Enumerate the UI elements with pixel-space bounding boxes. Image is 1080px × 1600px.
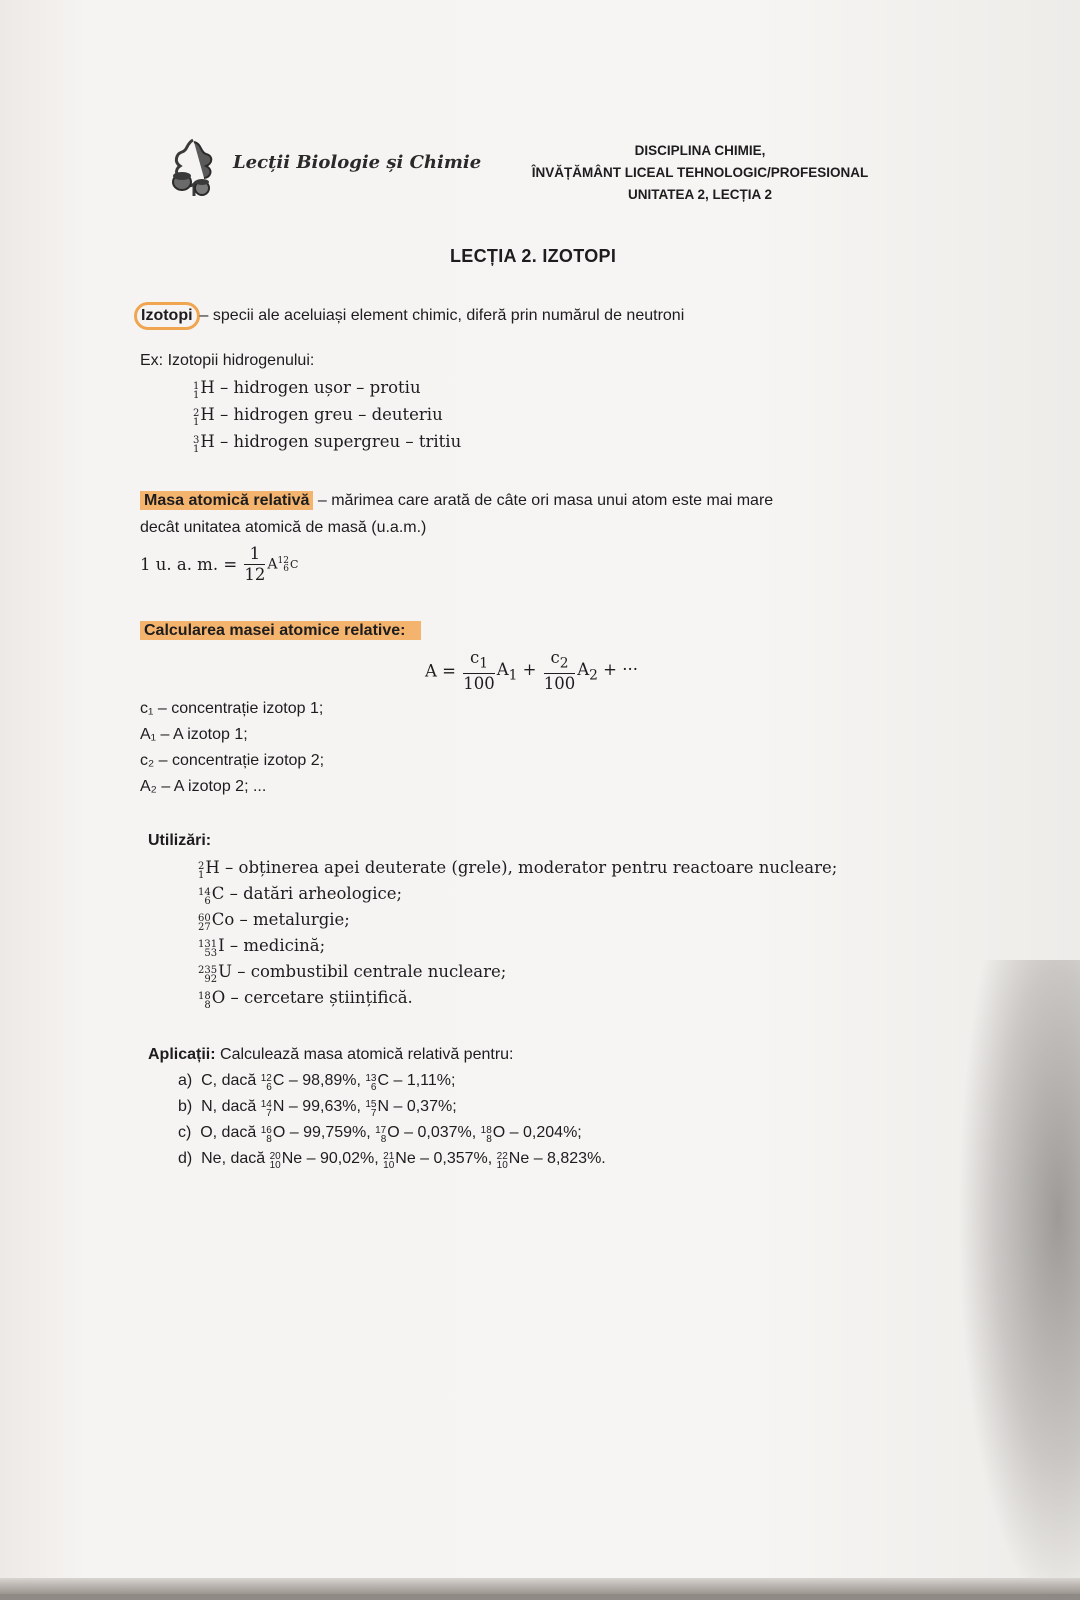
header-info	[505, 140, 895, 206]
hand-shadow	[960, 960, 1080, 1600]
isotope-notation: 1 1	[193, 381, 200, 401]
aplicatie-item-c: c) O, dacă 16 8 O – 99,759%, 17 8 O – 0,037%, 18 8 O – 0,204%;	[178, 1124, 582, 1145]
oak-leaf-icon	[158, 132, 228, 202]
example-row: 3 1 H – hidrogen supergreu – tritiu	[193, 432, 462, 455]
utilizare-item: 18 8 O – cercetare științifică.	[198, 988, 413, 1011]
legend-item: c₂ – concentrație izotop 2;	[140, 752, 325, 769]
utilizare-item: 14 6 C – datări arheologice;	[198, 884, 403, 907]
masa-definition: Masa atomică relativă – mărimea care arată de câte ori masa unui atom este mai mare	[148, 492, 773, 510]
utilizare-item: 60 27 Co – metalurgie;	[198, 910, 350, 933]
legend-item: A₁ – A izotop 1;	[140, 726, 248, 743]
aplicatie-item-a: a) C, dacă 12 6 C – 98,89%, 13 6 C – 1,11%;	[178, 1072, 456, 1093]
header-unit: UNITATEA 2, LECȚIA 2	[627, 187, 772, 202]
logo	[158, 132, 482, 202]
izotopi-definition	[140, 302, 684, 330]
calcul-heading: Calcularea masei atomice relative:	[148, 622, 421, 640]
masa-definition-line2: decât unitatea atomică de masă (u.a.m.)	[140, 519, 427, 536]
utilizare-item: 131 53 I – medicină;	[198, 936, 326, 959]
izotopi-term: Izotopi	[134, 302, 200, 330]
masa-term: Masa atomică relativă	[140, 491, 313, 510]
utilizare-item: 235 92 U – combustibil centrale nucleare;	[198, 962, 507, 985]
legend-item: c₁ – concentrație izotop 1;	[140, 700, 324, 717]
logo-text: Lecții Biologie și Chimie	[233, 152, 482, 173]
utilizari-heading: Utilizări:	[148, 832, 212, 849]
aplicatie-item-b: b) N, dacă 14 7 N – 99,63%, 15 7 N – 0,37%;	[178, 1098, 457, 1119]
aplicatii-heading: Aplicații: Calculează masa atomică relativă pentru:	[148, 1046, 514, 1063]
uam-formula: 1 u. a. m. = $\frac{1}{12}$ A 12 6 C	[140, 544, 299, 584]
header-discipline: DISCIPLINA CHIMIE,	[634, 143, 766, 158]
lesson-title: LECȚIA 2. IZOTOPI	[450, 246, 617, 266]
page-bottom-edge	[0, 1578, 1080, 1594]
legend-item: A₂ – A izotop 2; ...	[140, 778, 267, 795]
example-intro: Ex: Izotopii hidrogenului:	[140, 352, 315, 369]
isotope-notation: 2 1	[193, 408, 200, 428]
example-row: 2 1 H – hidrogen greu – deuteriu	[193, 405, 443, 428]
example-row: 1 1 H – hidrogen ușor – protiu	[193, 378, 421, 401]
fraction: $\frac{1}{12}$	[244, 544, 266, 584]
isotope-notation: 3 1	[193, 435, 200, 455]
aplicatie-item-d: d) Ne, dacă 20 10 Ne – 90,02%, 21 10 Ne – 0,357%, 22 10 Ne – 8,823%.	[178, 1150, 606, 1171]
izotopi-definition-text: – specii ale aceluiași element chimic, diferă prin numărul de neutroni	[199, 307, 685, 324]
header-level: ÎNVĂȚĂMÂNT LICEAL TEHNOLOGIC/PROFESIONAL	[531, 165, 869, 180]
utilizare-item: 2 1 H – obținerea apei deuterate (grele), moderator pentru reactoare nucleare;	[198, 858, 838, 881]
mass-formula: A = $\frac{c_1}{100}$ $A_1$ + $\frac{c_2}{100}$ $A_2$ + ···	[425, 648, 638, 694]
